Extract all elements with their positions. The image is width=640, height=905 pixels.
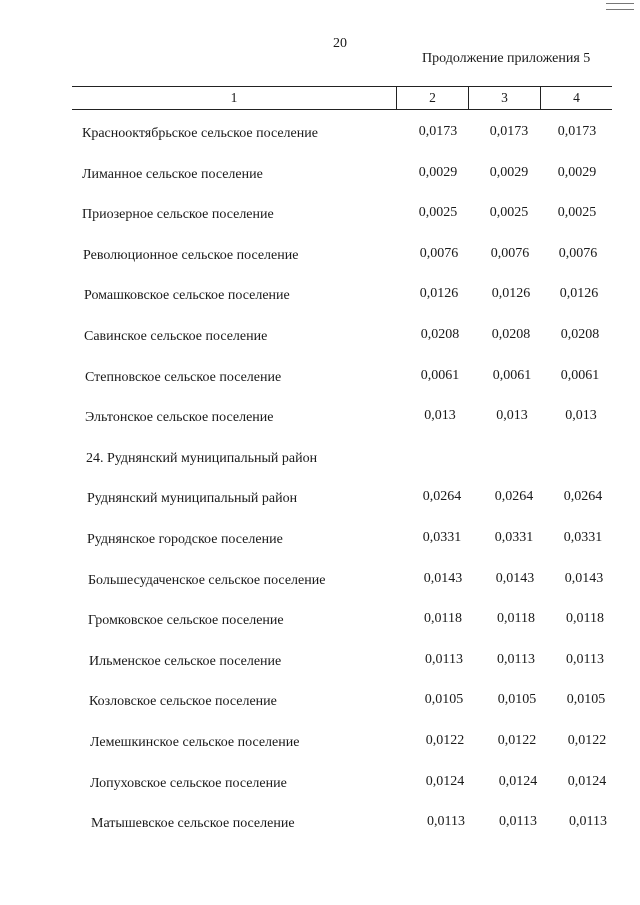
- row-value-col-2: 0,013: [424, 408, 456, 424]
- row-value-col-3: 0,0331: [494, 529, 534, 545]
- row-name: Краснооктябрьское сельское поселение: [82, 126, 318, 141]
- table-row: [0, 692, 640, 733]
- row-value-col-2: 0,0029: [418, 164, 458, 180]
- row-value-col-2: 0,0061: [420, 367, 460, 383]
- row-name: Козловское сельское поселение: [89, 694, 277, 710]
- row-value-col-4: 0,0113: [566, 651, 604, 667]
- row-value-col-4: 0,0122: [567, 732, 607, 748]
- row-value-col-3: 0,013: [496, 408, 528, 424]
- row-value-col-2: 0,0122: [425, 732, 465, 748]
- row-value-col-3: 0,0061: [492, 367, 532, 383]
- row-value-col-3: 0,0029: [489, 164, 529, 180]
- table-row: [0, 530, 640, 571]
- row-value-col-2: 0,0105: [424, 692, 464, 708]
- row-name: Громковское сельское поселение: [88, 613, 284, 629]
- table-row: [0, 814, 640, 855]
- row-value-col-3: 0,0113: [497, 651, 535, 667]
- row-value-col-4: 0,0025: [557, 205, 597, 221]
- row-value-col-3: 0,0143: [495, 570, 535, 586]
- row-value-col-4: 0,0124: [567, 773, 607, 789]
- table-row: [0, 368, 640, 409]
- table-row: [0, 246, 640, 287]
- row-value-col-2: 0,0124: [425, 773, 465, 789]
- header-col-3: 3: [468, 87, 540, 109]
- row-value-col-4: 0,0143: [564, 570, 604, 586]
- row-value-col-4: 0,0331: [563, 529, 603, 545]
- row-value-col-2: 0,0143: [423, 570, 463, 586]
- row-value-col-2: 0,0173: [418, 124, 458, 139]
- row-value-col-3: 0,0105: [497, 692, 537, 708]
- row-value-col-3: 0,0118: [497, 611, 535, 627]
- row-name: Приозерное сельское поселение: [82, 207, 274, 223]
- header-col-4: 4: [540, 87, 612, 109]
- row-value-col-2: 0,0331: [422, 529, 462, 545]
- header-col-1: 1: [230, 90, 238, 105]
- row-value-col-2: 0,0113: [425, 651, 463, 667]
- row-value-col-4: 0,0118: [566, 611, 604, 627]
- table-row: [0, 774, 640, 815]
- row-value-col-4: 0,0173: [557, 124, 597, 139]
- section-heading: 24. Руднянский муниципальный район: [86, 450, 318, 466]
- row-value-col-3: 0,0025: [489, 205, 529, 221]
- row-name: Степновское сельское поселение: [85, 369, 282, 385]
- table-body: [0, 124, 640, 855]
- row-value-col-2: 0,0113: [427, 814, 465, 830]
- row-value-col-3: 0,0173: [489, 124, 529, 139]
- corner-mark: [606, 3, 634, 10]
- row-value-col-4: 0,0126: [559, 286, 599, 302]
- table-row: [0, 733, 640, 774]
- table-row: [0, 124, 640, 165]
- row-name: Руднянское городское поселение: [87, 531, 283, 547]
- row-value-col-3: 0,0124: [498, 773, 538, 789]
- table-row: [0, 489, 640, 530]
- row-value-col-3: 0,0264: [494, 489, 534, 505]
- row-value-col-2: 0,0025: [418, 205, 458, 221]
- row-name: Лиманное сельское поселение: [82, 166, 263, 182]
- row-value-col-3: 0,0076: [490, 245, 530, 261]
- row-name: Савинское сельское поселение: [84, 328, 268, 344]
- row-name: Большесудаченское сельское поселение: [88, 572, 326, 588]
- row-name: Ромашковское сельское поселение: [84, 288, 290, 304]
- row-value-col-4: 0,0105: [566, 692, 606, 708]
- page-number: 20: [333, 36, 347, 51]
- row-value-col-2: 0,0076: [419, 245, 459, 261]
- continuation-label: Продолжение приложения 5: [422, 51, 591, 66]
- row-value-col-2: 0,0118: [424, 611, 462, 627]
- table-row: [0, 327, 640, 368]
- row-value-col-3: 0,0113: [499, 814, 537, 830]
- row-value-col-2: 0,0126: [419, 286, 459, 302]
- row-name: Руднянский муниципальный район: [87, 491, 298, 507]
- header-col-2: 2: [396, 87, 468, 109]
- row-value-col-3: 0,0208: [491, 326, 531, 342]
- table-row: [0, 571, 640, 612]
- row-value-col-4: 0,0208: [560, 326, 600, 342]
- row-name: Революционное сельское поселение: [83, 247, 299, 263]
- row-value-col-3: 0,0126: [491, 286, 531, 302]
- table-header: [72, 86, 612, 110]
- table-row: [0, 286, 640, 327]
- row-value-col-4: 0,013: [565, 408, 597, 424]
- table-row: [0, 165, 640, 206]
- row-name: Эльтонское сельское поселение: [85, 410, 274, 426]
- row-value-col-4: 0,0113: [569, 814, 607, 830]
- row-name: Лемешкинское сельское поселение: [90, 734, 300, 750]
- row-value-col-4: 0,0029: [557, 164, 597, 180]
- table-row: [0, 611, 640, 652]
- row-value-col-4: 0,0076: [558, 245, 598, 261]
- row-name: Лопуховское сельское поселение: [90, 775, 287, 791]
- row-value-col-4: 0,0061: [560, 367, 600, 383]
- row-value-col-2: 0,0264: [422, 489, 462, 505]
- table-row: [0, 205, 640, 246]
- table-row: [0, 408, 640, 449]
- row-value-col-4: 0,0264: [563, 489, 603, 505]
- table-row: [0, 652, 640, 693]
- row-value-col-2: 0,0208: [420, 326, 460, 342]
- row-name: Ильменское сельское поселение: [89, 653, 282, 669]
- table-row-section: [0, 449, 640, 490]
- row-name: Матышевское сельское поселение: [91, 816, 295, 832]
- row-value-col-3: 0,0122: [497, 732, 537, 748]
